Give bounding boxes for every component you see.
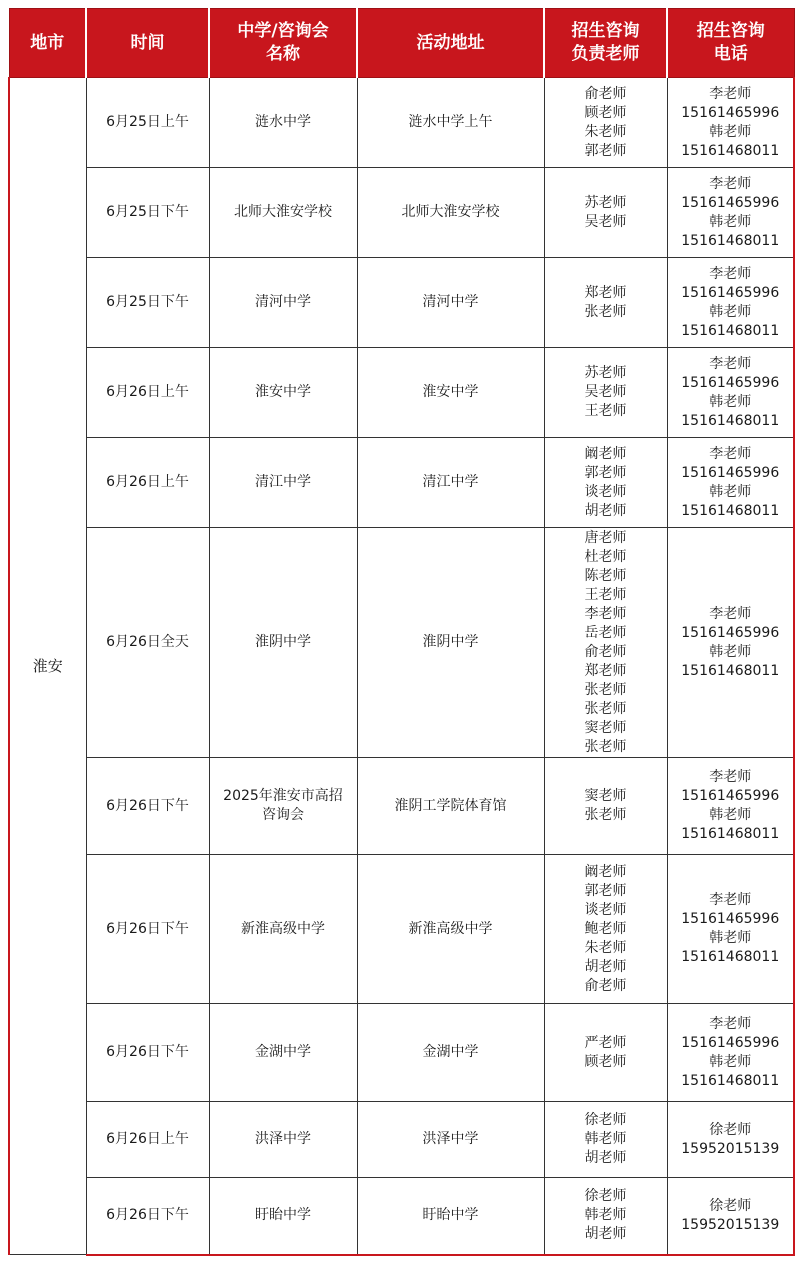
address-cell bbox=[357, 528, 544, 758]
phone-cell bbox=[667, 258, 794, 348]
teachers-cell-text: 唐老师 杜老师 陈老师 王老师 李老师 岳老师 俞老师 郑老师 张老师 张老师 窦老师 张老师 bbox=[584, 529, 627, 755]
time-cell bbox=[86, 78, 209, 168]
phone-cell bbox=[667, 1178, 794, 1255]
time-cell bbox=[86, 528, 209, 758]
phone-cell-text: 李老师 15161465996 韩老师 15161468011 bbox=[681, 85, 780, 159]
time-cell-text: 6月25日上午 bbox=[106, 114, 189, 130]
teachers-cell-text: 徐老师 韩老师 胡老师 bbox=[584, 1112, 627, 1166]
address-cell bbox=[357, 438, 544, 528]
time-cell bbox=[86, 348, 209, 438]
school-name-cell-text: 清江中学 bbox=[255, 474, 311, 490]
time-cell bbox=[86, 1178, 209, 1255]
school-name-cell-text: 淮安中学 bbox=[255, 384, 311, 400]
school-name-cell bbox=[209, 1102, 357, 1178]
header-time: 时间 bbox=[86, 9, 209, 78]
teachers-cell bbox=[544, 1102, 667, 1178]
time-cell-text: 6月26日下午 bbox=[106, 920, 189, 937]
teachers-cell bbox=[544, 528, 667, 758]
school-name-cell-text: 金湖中学 bbox=[255, 1044, 311, 1060]
address-cell-text: 淮安中学 bbox=[422, 384, 479, 400]
teachers-cell-text: 苏老师 吴老师 bbox=[584, 194, 627, 230]
phone-cell bbox=[667, 78, 794, 168]
teachers-cell-text: 窦老师 张老师 bbox=[584, 788, 627, 823]
address-cell bbox=[357, 1004, 544, 1102]
address-cell bbox=[357, 1178, 544, 1255]
header-phone: 招生咨询 电话 bbox=[667, 9, 794, 78]
teachers-cell bbox=[544, 1004, 667, 1102]
school-name-cell-text: 新淮高级中学 bbox=[241, 920, 325, 937]
recruitment-schedule-table bbox=[8, 8, 795, 1256]
address-cell-text: 金湖中学 bbox=[422, 1044, 479, 1060]
table-row bbox=[9, 1004, 794, 1102]
teachers-cell-text: 阚老师 郭老师 谈老师 胡老师 bbox=[584, 445, 627, 519]
time-cell-text: 6月26日全天 bbox=[106, 634, 189, 650]
time-cell-text: 6月26日下午 bbox=[106, 1207, 189, 1224]
phone-cell-text: 李老师 15161465996 韩老师 15161468011 bbox=[681, 1015, 780, 1089]
table-row bbox=[9, 855, 794, 1004]
phone-cell-text: 李老师 15161465996 韩老师 15161468011 bbox=[681, 265, 780, 339]
phone-cell bbox=[667, 438, 794, 528]
school-name-cell-text: 清河中学 bbox=[255, 294, 311, 310]
time-cell bbox=[86, 168, 209, 258]
address-cell bbox=[357, 168, 544, 258]
teachers-cell bbox=[544, 758, 667, 855]
time-cell-text: 6月26日下午 bbox=[106, 797, 189, 814]
address-cell-text: 涟水中学上午 bbox=[408, 114, 493, 130]
teachers-cell bbox=[544, 168, 667, 258]
phone-cell-text: 李老师 15161465996 韩老师 15161468011 bbox=[681, 175, 780, 249]
region-cell: 淮安 bbox=[9, 78, 86, 1255]
phone-cell bbox=[667, 1102, 794, 1178]
header-school-name: 中学/咨询会 名称 bbox=[209, 9, 357, 78]
address-cell-text: 北师大淮安学校 bbox=[401, 204, 500, 220]
address-cell bbox=[357, 758, 544, 855]
address-cell-text: 盱眙中学 bbox=[422, 1207, 479, 1224]
time-cell bbox=[86, 758, 209, 855]
time-cell bbox=[86, 855, 209, 1004]
school-name-cell-text: 盱眙中学 bbox=[255, 1207, 311, 1224]
address-cell-text: 洪泽中学 bbox=[422, 1131, 479, 1147]
school-name-cell bbox=[209, 438, 357, 528]
time-cell-text: 6月26日上午 bbox=[106, 474, 189, 490]
time-cell-text: 6月25日下午 bbox=[106, 294, 189, 310]
time-cell-text: 6月26日上午 bbox=[106, 384, 189, 400]
address-cell-text: 淮阴中学 bbox=[422, 634, 479, 650]
school-name-cell bbox=[209, 855, 357, 1004]
teachers-cell bbox=[544, 258, 667, 348]
school-name-cell bbox=[209, 258, 357, 348]
address-cell bbox=[357, 855, 544, 1004]
teachers-cell bbox=[544, 438, 667, 528]
school-name-cell bbox=[209, 758, 357, 855]
teachers-cell-text: 阚老师 郭老师 谈老师 鲍老师 朱老师 胡老师 俞老师 bbox=[584, 863, 627, 994]
phone-cell-text: 李老师 15161465996 韩老师 15161468011 bbox=[681, 605, 780, 679]
time-cell bbox=[86, 1004, 209, 1102]
header-region: 地市 bbox=[9, 9, 86, 78]
school-name-cell bbox=[209, 168, 357, 258]
table-row bbox=[9, 758, 794, 855]
address-cell-text: 清江中学 bbox=[422, 474, 479, 490]
school-name-cell bbox=[209, 348, 357, 438]
time-cell-text: 6月26日上午 bbox=[106, 1131, 189, 1147]
school-name-cell-text: 淮阴中学 bbox=[255, 634, 311, 650]
time-cell bbox=[86, 258, 209, 348]
teachers-cell bbox=[544, 78, 667, 168]
school-name-cell bbox=[209, 1178, 357, 1255]
teachers-cell-text: 苏老师 吴老师 王老师 bbox=[584, 365, 627, 419]
teachers-cell-text: 严老师 顾老师 bbox=[584, 1034, 627, 1070]
school-name-cell bbox=[209, 1004, 357, 1102]
teachers-cell-text: 俞老师 顾老师 朱老师 郭老师 bbox=[584, 85, 627, 159]
phone-cell bbox=[667, 1004, 794, 1102]
phone-cell bbox=[667, 758, 794, 855]
header-teachers: 招生咨询 负责老师 bbox=[544, 9, 667, 78]
phone-cell-text: 李老师 15161465996 韩老师 15161468011 bbox=[681, 892, 780, 965]
table-row bbox=[9, 168, 794, 258]
table-row bbox=[9, 438, 794, 528]
phone-cell bbox=[667, 528, 794, 758]
time-cell-text: 6月25日下午 bbox=[106, 204, 189, 220]
phone-cell-text: 徐老师 15952015139 bbox=[681, 1121, 780, 1157]
phone-cell-text: 李老师 15161465996 韩老师 15161468011 bbox=[681, 445, 780, 519]
teachers-cell-text: 郑老师 张老师 bbox=[584, 284, 627, 320]
teachers-cell bbox=[544, 348, 667, 438]
address-cell-text: 清河中学 bbox=[422, 294, 479, 310]
table-row bbox=[9, 258, 794, 348]
address-cell-text: 新淮高级中学 bbox=[408, 920, 493, 937]
table-row bbox=[9, 1102, 794, 1178]
table-row bbox=[9, 78, 794, 168]
school-name-cell-text: 北师大淮安学校 bbox=[234, 204, 332, 220]
school-name-cell-text: 涟水中学 bbox=[255, 114, 311, 130]
address-cell-text: 淮阴工学院体育馆 bbox=[394, 797, 507, 814]
time-cell bbox=[86, 1102, 209, 1178]
header-address: 活动地址 bbox=[357, 9, 544, 78]
school-name-cell bbox=[209, 78, 357, 168]
teachers-cell bbox=[544, 1178, 667, 1255]
time-cell-text: 6月26日下午 bbox=[106, 1044, 189, 1060]
teachers-cell bbox=[544, 855, 667, 1004]
table-row bbox=[9, 1178, 794, 1255]
table-row bbox=[9, 348, 794, 438]
address-cell bbox=[357, 78, 544, 168]
school-name-cell-text: 2025年淮安市高招 咨询会 bbox=[223, 788, 343, 823]
phone-cell bbox=[667, 855, 794, 1004]
phone-cell-text: 李老师 15161465996 韩老师 15161468011 bbox=[681, 355, 780, 429]
table-row bbox=[9, 528, 794, 758]
header-row bbox=[9, 9, 794, 78]
phone-cell-text: 徐老师 15952015139 bbox=[681, 1197, 780, 1233]
address-cell bbox=[357, 348, 544, 438]
school-name-cell bbox=[209, 528, 357, 758]
school-name-cell-text: 洪泽中学 bbox=[255, 1131, 311, 1147]
teachers-cell-text: 徐老师 韩老师 胡老师 bbox=[584, 1188, 627, 1243]
phone-cell bbox=[667, 348, 794, 438]
address-cell bbox=[357, 1102, 544, 1178]
address-cell bbox=[357, 258, 544, 348]
time-cell bbox=[86, 438, 209, 528]
phone-cell bbox=[667, 168, 794, 258]
phone-cell-text: 李老师 15161465996 韩老师 15161468011 bbox=[681, 769, 780, 842]
